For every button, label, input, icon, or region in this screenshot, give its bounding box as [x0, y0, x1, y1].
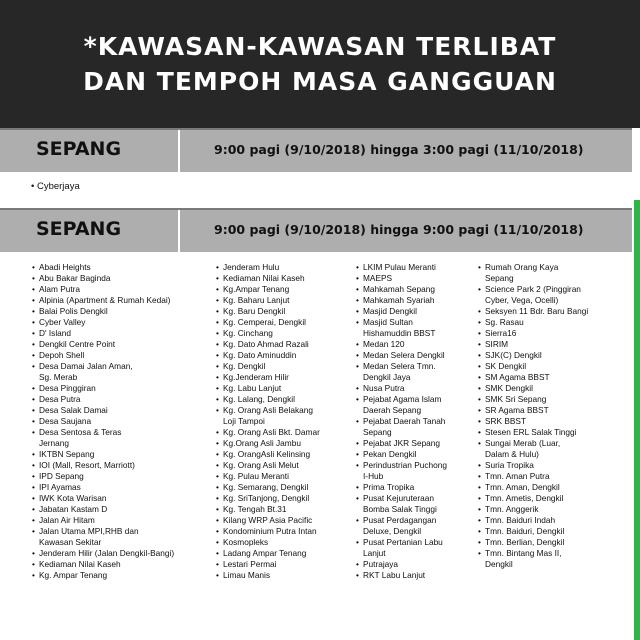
area-list-item: • MAEPS [356, 273, 447, 284]
area-list-item: • IKTBN Sepang [32, 449, 174, 460]
area-list-item: • SR Agama BBST [478, 405, 588, 416]
area-list-item: • Jalan Air Hitam [32, 515, 174, 526]
area-list-item: • Kg.Orang Asli Jambu [216, 438, 320, 449]
area-list-item: • IPD Sepang [32, 471, 174, 482]
area-list-item: • Dengkil Centre Point [32, 339, 174, 350]
area-list-item: • Tmn. Aman, Dengkil [478, 482, 588, 493]
area-list-item: • SK Dengkil [478, 361, 588, 372]
area-list-item: • Kg. Ampar Tenang [32, 570, 174, 581]
section-period: 9:00 pagi (9/10/2018) hingga 3:00 pagi (11/10/2018) [214, 142, 584, 157]
section-header-2 [0, 208, 632, 252]
area-list-item: • SM Agama BBST [478, 372, 588, 383]
area-list-item: • Tmn. Berlian, Dengkil [478, 537, 588, 548]
area-list-item: Hishamuddin BBST [363, 328, 436, 338]
area-list-item: • Tmn. Baiduri, Dengkil [478, 526, 588, 537]
area-list-item: • Tmn. Anggerik [478, 504, 588, 515]
area-list-item: Sg. Merab [39, 372, 78, 382]
section-header-1 [0, 128, 632, 172]
area-list-item: • Nusa Putra [356, 383, 447, 394]
area-list-item: Jernang [39, 438, 69, 448]
area-list-item: Kawasan Sekitar [39, 537, 102, 547]
area-list-item: • Kg. Dengkil [216, 361, 320, 372]
page-title-line2: DAN TEMPOH MASA GANGGUAN [83, 67, 557, 96]
area-list-item: • Kosmopleks [216, 537, 320, 548]
area-list-item: • Kg. Labu Lanjut [216, 383, 320, 394]
area-list-item: • RKT Labu Lanjut [356, 570, 447, 581]
area-list-item: • Kg. Pulau Meranti [216, 471, 320, 482]
area-list-item: • Seksyen 11 Bdr. Baru Bangi [478, 306, 588, 317]
area-list-item: Dengkil Jaya [363, 372, 411, 382]
section-area: SEPANG [36, 138, 122, 160]
area-list-item: • Pejabat Agama Islam [356, 394, 447, 405]
area-list-item: • Kediaman Nilai Kaseh [216, 273, 320, 284]
area-list-item: Dengkil [485, 559, 513, 569]
area-list-item: • Kg. Semarang, Dengkil [216, 482, 320, 493]
area-list-item: • Pusat Pertanian Labu [356, 537, 447, 548]
area-list-item: • Kg.Jenderam Hilir [216, 372, 320, 383]
area-list-item: • Sungai Merab (Luar, [478, 438, 588, 449]
area-list-item: • SMK Dengkil [478, 383, 588, 394]
area-list-item: • Cyber Valley [32, 317, 174, 328]
page-header [0, 0, 640, 128]
area-list-item: • Kg. SriTanjong, Dengkil [216, 493, 320, 504]
section-period: 9:00 pagi (9/10/2018) hingga 9:00 pagi (11/10/2018) [214, 222, 584, 237]
area-list-item: • LKIM Pulau Meranti [356, 262, 447, 273]
area-list-item: • Jenderam Hulu [216, 262, 320, 273]
area-list-item: • Ladang Ampar Tenang [216, 548, 320, 559]
area-column-3 [356, 262, 447, 581]
page-title-line1: *KAWASAN-KAWASAN TERLIBAT [83, 32, 557, 61]
section-divider [178, 130, 180, 172]
area-list-item: • Pekan Dengkil [356, 449, 447, 460]
area-list-item: • IPI Ayamas [32, 482, 174, 493]
area-list-item: • Kg. Orang Asli Bkt. Damar [216, 427, 320, 438]
area-list-item: Cyber, Vega, Ocelli) [485, 295, 559, 305]
area-list-item: • Kilang WRP Asia Pacific [216, 515, 320, 526]
area-list-item: • Medan Selera Dengkil [356, 350, 447, 361]
area-list-item: • Alpinia (Apartment & Rumah Kedai) [32, 295, 174, 306]
area-list-item: Sepang [485, 273, 514, 283]
area-list-item: • SJK(C) Dengkil [478, 350, 588, 361]
area-list-item: • Sg. Rasau [478, 317, 588, 328]
area-list-item: • Lestari Permai [216, 559, 320, 570]
area-list-item: • Masjid Dengkil [356, 306, 447, 317]
area-list-item: • Rumah Orang Kaya [478, 262, 588, 273]
area-list-item: Loji Tampoi [223, 416, 265, 426]
area-list-item: • Kg. Dato Aminuddin [216, 350, 320, 361]
area-list-item: • Perindustrian Puchong [356, 460, 447, 471]
area-list-item: • Desa Putra [32, 394, 174, 405]
area-list-item: • IWK Kota Warisan [32, 493, 174, 504]
area-list-item: Sepang [363, 427, 392, 437]
area-list-item: • Science Park 2 (Pinggiran [478, 284, 588, 295]
area-list-item: • Kg. OrangAsli Kelinsing [216, 449, 320, 460]
area-list-item: • Kg. Baru Dengkil [216, 306, 320, 317]
area-list-item: • SRK BBST [478, 416, 588, 427]
area-list-item: • SIRIM [478, 339, 588, 350]
area-list-item: • Depoh Shell [32, 350, 174, 361]
area-list-item: • Medan Selera Tmn. [356, 361, 447, 372]
area-list-item: • Prima Tropika [356, 482, 447, 493]
area-list-item: • Tmn. Ametis, Dengkil [478, 493, 588, 504]
area-list-item: • Pejabat JKR Sepang [356, 438, 447, 449]
area-list-item: I-Hub [363, 471, 384, 481]
area-list-item: • Kondominium Putra Intan [216, 526, 320, 537]
area-list-item: • Desa Damai Jalan Aman, [32, 361, 174, 372]
area-list-item: Bomba Salak Tinggi [363, 504, 437, 514]
area-list-item: • Kg. Baharu Lanjut [216, 295, 320, 306]
area-list-item: Lanjut [363, 548, 386, 558]
area-list-item: • IOI (Mall, Resort, Marriott) [32, 460, 174, 471]
area-column-4 [478, 262, 588, 570]
area-list-item: • Cyberjaya [31, 181, 80, 192]
area-list-item: • Pusat Kejuruteraan [356, 493, 447, 504]
section-divider [178, 210, 180, 252]
area-list-item: • Tmn. Bintang Mas II, [478, 548, 588, 559]
area-list-item: Dalam & Hulu) [485, 449, 539, 459]
area-list-item: • Kediaman Nilai Kaseh [32, 559, 174, 570]
area-list-item: • Tmn. Aman Putra [478, 471, 588, 482]
area-list-item: • D' Island [32, 328, 174, 339]
area-list-item: • Masjid Sultan [356, 317, 447, 328]
accent-strip [634, 200, 640, 640]
area-list-item: • Abadi Heights [32, 262, 174, 273]
area-list-item: • Pusat Perdagangan [356, 515, 447, 526]
area-list-item: • Alam Putra [32, 284, 174, 295]
area-list-item: • Jabatan Kastam D [32, 504, 174, 515]
area-list-item: • Kg.Ampar Tenang [216, 284, 320, 295]
area-list-item: • Jenderam Hilir (Jalan Dengkil-Bangi) [32, 548, 174, 559]
area-list-item: • Kg. Orang Asli Belakang [216, 405, 320, 416]
area-list-item: • Mahkamah Sepang [356, 284, 447, 295]
area-list-item: • Kg. Cemperai, Dengkil [216, 317, 320, 328]
area-list-item: Deluxe, Dengkil [363, 526, 422, 536]
area-list-item: • Medan 120 [356, 339, 447, 350]
area-list-item: Daerah Sepang [363, 405, 422, 415]
area-column-1 [32, 262, 174, 581]
area-list-item: • Kg. Dato Ahmad Razali [216, 339, 320, 350]
area-list-item: • Kg. Lalang, Dengkil [216, 394, 320, 405]
area-list-item: • Suria Tropika [478, 460, 588, 471]
area-list-item: • Pejabat Daerah Tanah [356, 416, 447, 427]
area-item-label: Cyberjaya [36, 181, 80, 192]
area-column-2 [216, 262, 320, 581]
area-list-item: • Stesen ERL Salak Tinggi [478, 427, 588, 438]
area-list-item: • Desa Salak Damai [32, 405, 174, 416]
area-list-item: • Sierra16 [478, 328, 588, 339]
area-list-item: • Desa Saujana [32, 416, 174, 427]
area-list-item: • Kg. Tengah Bt.31 [216, 504, 320, 515]
area-list-item: • Kg. Orang Asli Melut [216, 460, 320, 471]
section-area: SEPANG [36, 218, 122, 240]
area-list-item: • Balai Polis Dengkil [32, 306, 174, 317]
area-list-item: • Kg. Cinchang [216, 328, 320, 339]
area-list-item: • Abu Bakar Baginda [32, 273, 174, 284]
area-list-item: • Desa Sentosa & Teras [32, 427, 174, 438]
area-list-item: • Tmn. Baiduri Indah [478, 515, 588, 526]
area-list-item: • Mahkamah Syariah [356, 295, 447, 306]
area-list-item: • Desa Pinggiran [32, 383, 174, 394]
area-list-item: • SMK Sri Sepang [478, 394, 588, 405]
area-list-item: • Putrajaya [356, 559, 447, 570]
area-list-item: • Limau Manis [216, 570, 320, 581]
area-list-item: • Jalan Utama MPI,RHB dan [32, 526, 174, 537]
